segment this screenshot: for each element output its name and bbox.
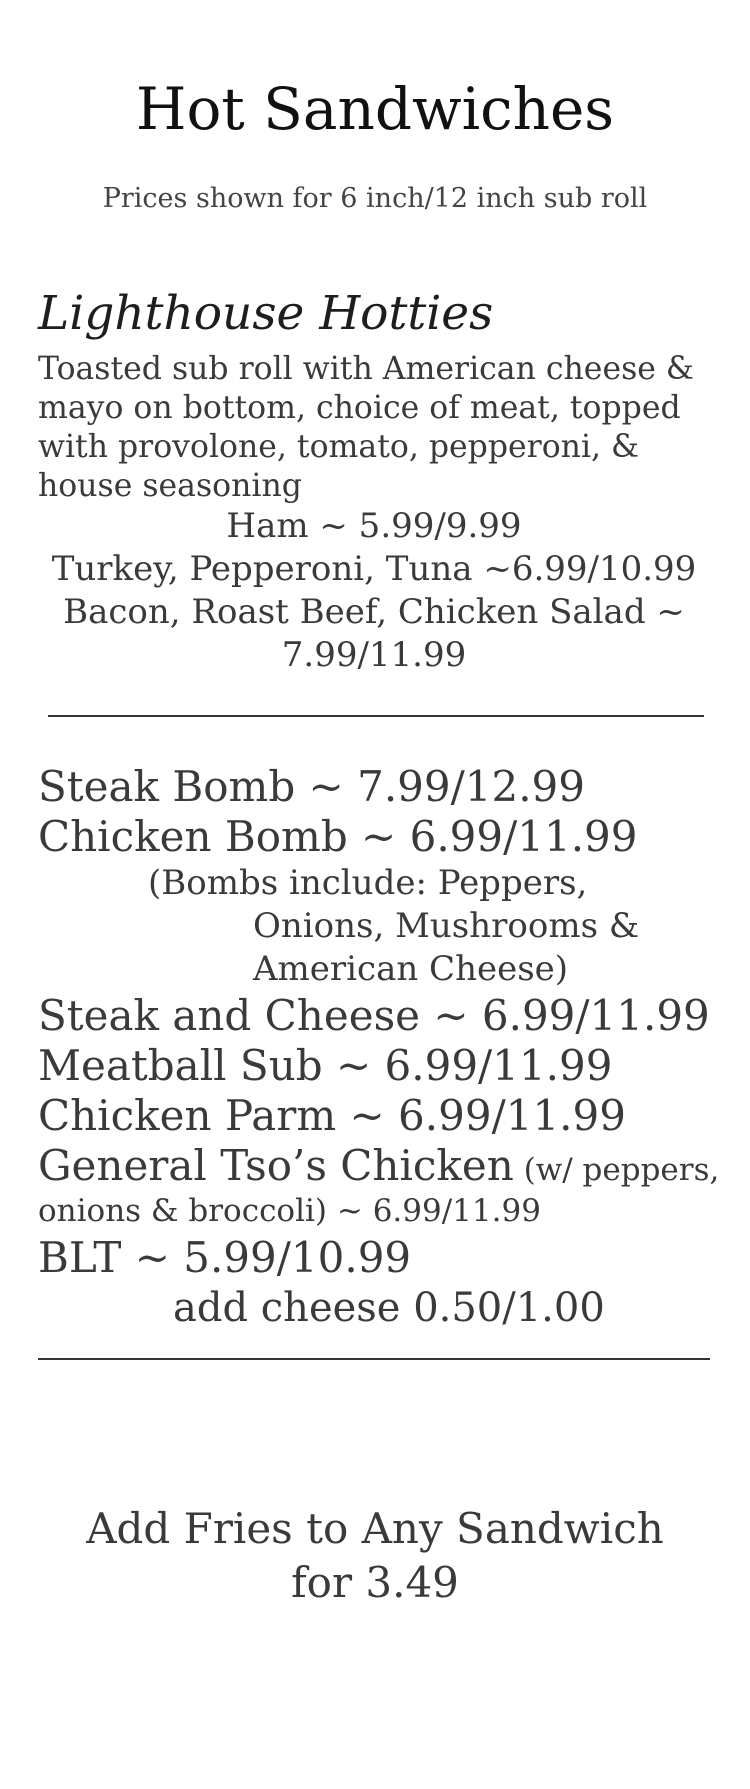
general-tso-note-2: onions & broccoli) ~ 6.99/11.99 (38, 1193, 541, 1229)
price-line-turkey-pepperoni-tuna: Turkey, Pepperoni, Tuna ~6.99/10.99 (51, 549, 697, 589)
menu-item-chicken-parm: Chicken Parm ~ 6.99/11.99 (38, 1091, 626, 1140)
page-subtitle: Prices shown for 6 inch/12 inch sub roll (102, 183, 648, 214)
menu-item-meatball-sub: Meatball Sub ~ 6.99/11.99 (38, 1041, 613, 1090)
menu-item-steak-and-cheese: Steak and Cheese ~ 6.99/11.99 (38, 991, 710, 1040)
bombs-note-line-2: Onions, Mushrooms & (253, 906, 640, 946)
price-line-bacon-roast-beef-chicken-salad: Bacon, Roast Beef, Chicken Salad ~ (63, 592, 685, 632)
fries-addon-note (0, 1502, 750, 1610)
hot-sandwich-list (38, 762, 738, 1333)
price-line-ham: Ham ~ 5.99/9.99 (226, 506, 522, 546)
bombs-note-line-1: (Bombs include: Peppers, (148, 863, 588, 903)
page-title: Hot Sandwiches (135, 75, 615, 143)
bombs-note (38, 862, 738, 991)
section-divider-top (48, 715, 704, 717)
lighthouse-hotties-prices (38, 505, 710, 677)
price-line-bacon-roast-beef-chicken-salad-price: 7.99/11.99 (281, 635, 467, 675)
section-divider-bottom (38, 1358, 710, 1360)
menu-item-steak-bomb: Steak Bomb ~ 7.99/12.99 (38, 762, 586, 811)
general-tso-note-1: (w/ peppers, (513, 1152, 720, 1188)
fries-addon-line-2: for 3.49 (291, 1558, 459, 1607)
menu-item-chicken-bomb: Chicken Bomb ~ 6.99/11.99 (38, 812, 638, 861)
lighthouse-hotties-description: Toasted sub roll with American cheese & mayo on bottom, choice of meat, topped with provolone, tomato, pepperoni, & house seasoning (38, 351, 694, 504)
menu-item-blt: BLT ~ 5.99/10.99 (38, 1233, 412, 1282)
general-tso-name: General Tso’s Chicken (38, 1141, 514, 1190)
bombs-note-line-3: American Cheese) (253, 949, 569, 989)
fries-addon-line-1: Add Fries to Any Sandwich (86, 1504, 664, 1553)
menu-item-general-tso (38, 1141, 738, 1195)
lighthouse-hotties-title: Lighthouse Hotties (38, 286, 494, 341)
add-cheese-option: add cheese 0.50/1.00 (173, 1285, 605, 1331)
